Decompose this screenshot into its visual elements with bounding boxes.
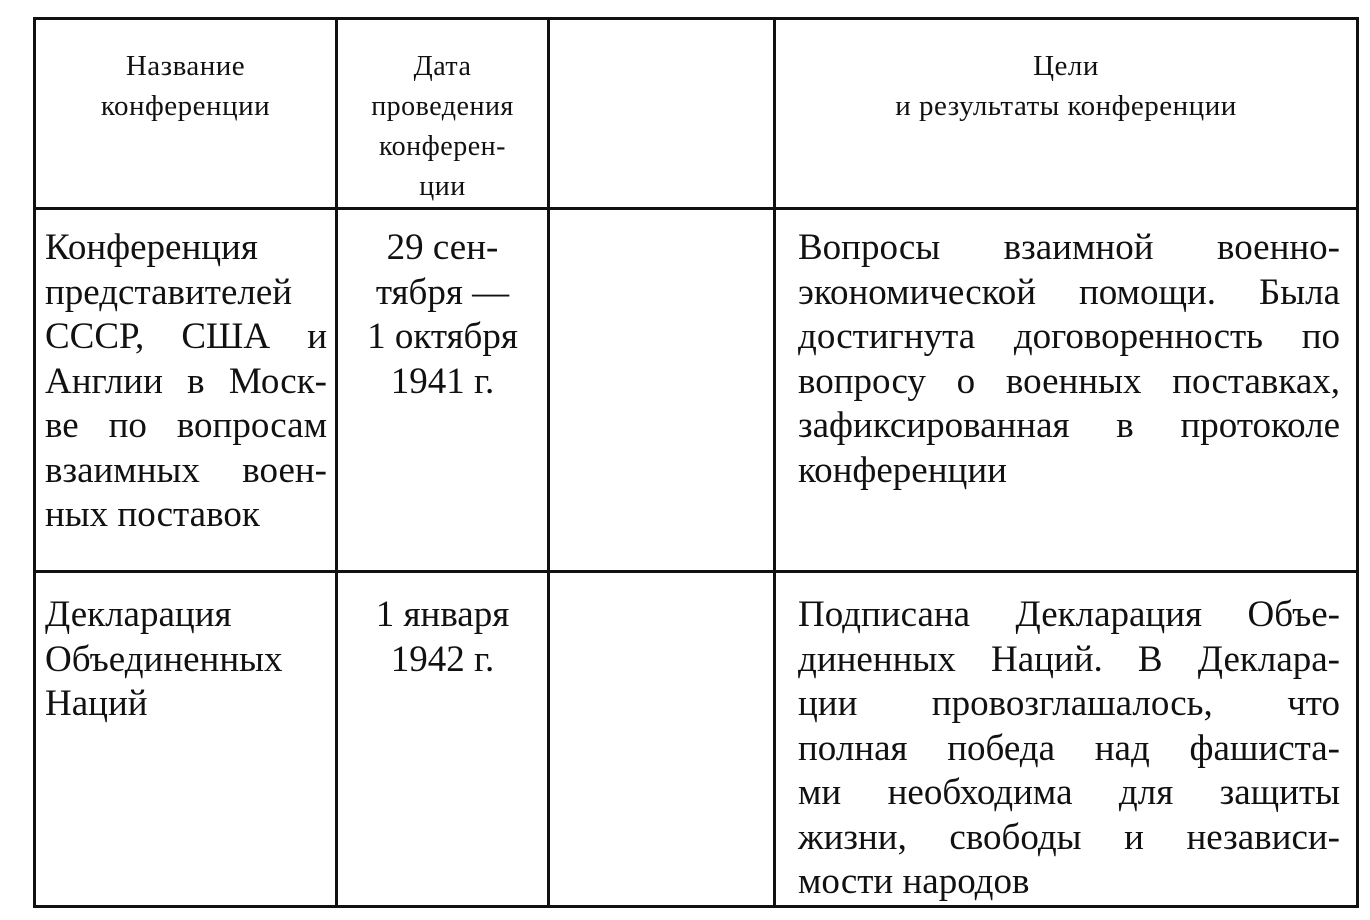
goals-line: вопросу о военных поставках, bbox=[798, 360, 1340, 402]
conference-table bbox=[33, 17, 1359, 908]
goals-line: достигнута договоренность по bbox=[798, 316, 1340, 357]
conference-goals-cell bbox=[775, 209, 1358, 572]
conference-date-cell bbox=[337, 572, 549, 907]
conference-name-cell bbox=[35, 572, 337, 907]
header-blank-cell bbox=[549, 19, 775, 209]
date-line: 1942 г. bbox=[390, 638, 495, 680]
date-line: 29 сен- bbox=[386, 227, 499, 268]
name-line: ве по вопросам bbox=[45, 405, 327, 446]
name-line: Декларация bbox=[45, 594, 232, 635]
goals-line: конференции bbox=[798, 449, 1007, 491]
header-name-line: Название bbox=[125, 50, 246, 82]
date-line: 1 октября bbox=[367, 316, 518, 357]
date-line: 1941 г. bbox=[390, 360, 495, 402]
header-goals-cell bbox=[775, 19, 1358, 209]
name-line: взаимных воен- bbox=[45, 449, 327, 491]
goals-line: ции провозглашалось, что bbox=[798, 683, 1340, 724]
header-name-cell bbox=[35, 19, 337, 209]
goals-line: жизни, свободы и независи- bbox=[798, 816, 1340, 858]
header-date-line: Дата bbox=[413, 51, 472, 82]
header-name-line: конференции bbox=[100, 90, 271, 122]
goals-line: экономической помощи. Была bbox=[798, 271, 1340, 313]
table-header-row bbox=[35, 19, 1358, 209]
name-line: Наций bbox=[45, 683, 148, 724]
header-goals-line: Цели bbox=[1033, 50, 1099, 82]
conference-name-cell bbox=[35, 209, 337, 572]
blank-cell bbox=[549, 209, 775, 572]
date-line: тября — bbox=[375, 271, 510, 313]
header-date-line: ции bbox=[419, 171, 466, 202]
conference-goals-cell bbox=[775, 572, 1358, 907]
table-row bbox=[35, 572, 1358, 907]
header-date-line: проведения bbox=[371, 91, 514, 122]
header-date-line: конферен- bbox=[379, 131, 506, 162]
goals-line: мости народов bbox=[798, 861, 1030, 902]
goals-line: Вопросы взаимной военно- bbox=[798, 227, 1340, 268]
name-line: Англии в Моск- bbox=[45, 360, 327, 402]
header-goals-line: и результаты конференции bbox=[895, 90, 1237, 122]
goals-line: диненных Наций. В Деклара- bbox=[798, 638, 1340, 680]
goals-line: полная победа над фашиста- bbox=[798, 727, 1340, 769]
date-line: 1 января bbox=[375, 594, 510, 635]
name-line: Конференция bbox=[45, 227, 258, 268]
name-line: представителей bbox=[45, 271, 293, 313]
name-line: Объединенных bbox=[45, 638, 283, 680]
header-date-cell bbox=[337, 19, 549, 209]
table-row bbox=[35, 209, 1358, 572]
goals-line: зафиксированная в протоколе bbox=[798, 405, 1340, 446]
conference-date-cell bbox=[337, 209, 549, 572]
blank-cell bbox=[549, 572, 775, 907]
name-line: ных поставок bbox=[45, 494, 260, 535]
name-line: СССР, США и bbox=[45, 316, 327, 357]
goals-line: Подписана Декларация Объе- bbox=[798, 594, 1340, 635]
goals-line: ми необходима для защиты bbox=[798, 772, 1340, 813]
